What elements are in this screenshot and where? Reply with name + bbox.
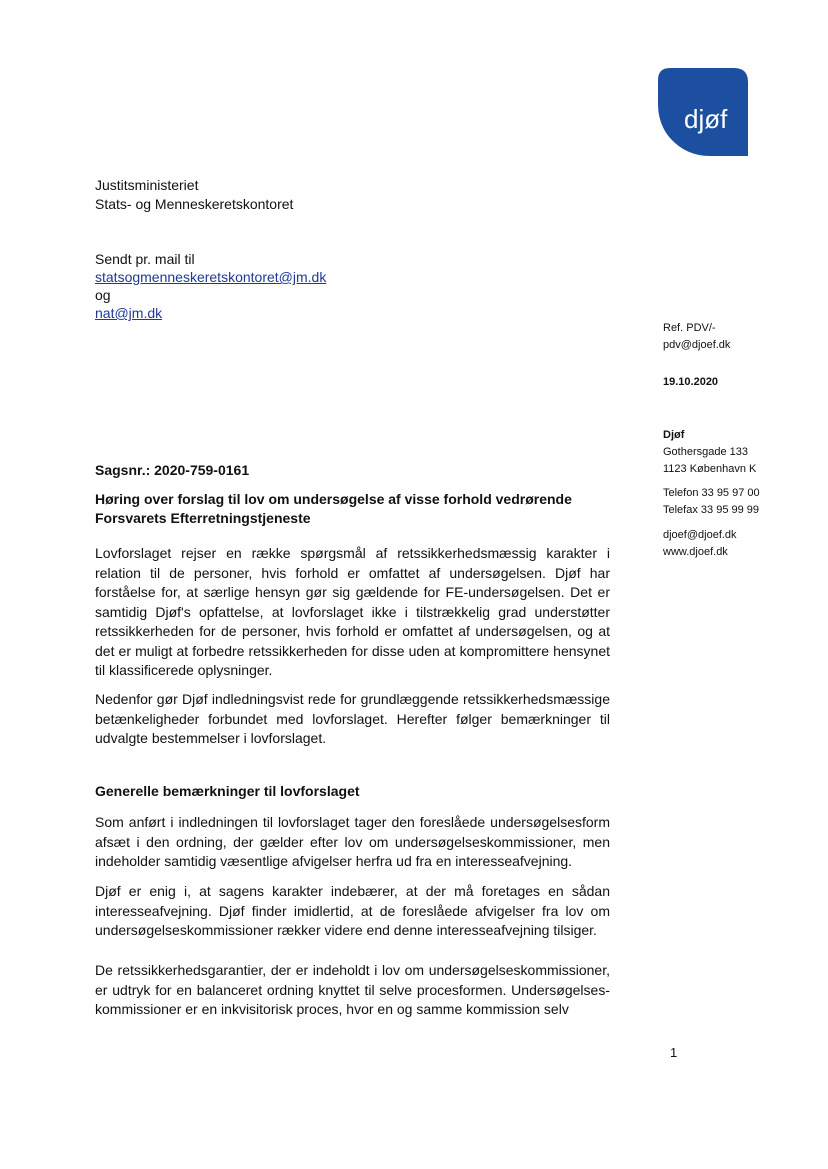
djoef-logo xyxy=(658,68,748,156)
recipient-line-2: Stats- og Menneskeretskontoret xyxy=(95,196,294,212)
recipient-address xyxy=(95,176,293,214)
sidebar-phone xyxy=(663,485,760,519)
org-name: Djøf xyxy=(663,429,685,441)
contact-email: djoef@djoef.dk xyxy=(663,529,737,541)
sent-label: Sendt pr. mail til xyxy=(95,251,195,267)
org-street: Gothersgade 133 xyxy=(663,446,749,458)
sidebar-reference xyxy=(663,320,730,354)
paragraph-guarantees: De retssikkerhedsgarantier, der er indeholdt i lov om undersøgelseskommissioner, er udtryk for en balanceret ordning knyttet til selve procesformen. Undersøgelses-kommissioner er en inkvisitorisk proces, hvor en og samme kommission selv xyxy=(95,962,610,1017)
paragraph-overview: Nedenfor gør Djøf indledningsvist rede for grundlæggende retssikkerhedsmæssige betænkeligheder forbundet med lovforslaget. Herefter følger bemærkninger til udvalgte bestemmelser i lovforslaget. xyxy=(95,691,610,746)
sent-by-mail-block xyxy=(95,250,326,322)
fax-text: Telefax 33 95 99 99 xyxy=(663,504,760,516)
org-city: 1123 København K xyxy=(663,463,757,475)
sidebar-address xyxy=(663,427,756,478)
sidebar-contact xyxy=(663,527,737,561)
and-text: og xyxy=(95,287,111,303)
phone-text: Telefon 33 95 97 00 xyxy=(663,487,760,499)
paragraph-intro: Lovforslaget rejser en række spørgsmål af retssikkerhedsmæssig karakter i relation til de personer, hvis forhold er omfattet af undersøgelsen. Djøf har forståelse for, at særlige hensyn gør sig gældende for FE-undersøgelsen. Det er samtidig Djøf's opfattelse, at lovforslaget ikke i tilstrækkelig grad understøtter retssikkerheden for de personer, hvis forhold er omfattet af undersøgelsen, og at det er muligt at forbedre retssikkerheden for disse uden at kompromittere hensynet til klassificerede oplysninger. xyxy=(95,545,610,678)
logo-text: djøf xyxy=(684,104,728,134)
email-link-statsogmenneskeretskontoret[interactable]: statsogmenneskeretskontoret@jm.dk xyxy=(95,269,327,285)
page-number: 1 xyxy=(670,1045,678,1060)
recipient-line-1: Justitsministeriet xyxy=(95,177,199,193)
date-text: 19.10.2020 xyxy=(663,376,719,388)
email-link-nat[interactable]: nat@jm.dk xyxy=(95,305,163,321)
djoef-logo-mark xyxy=(658,68,748,156)
paragraph-agreement: Djøf er enig i, at sagens karakter indebærer, at der må foretages en sådan interesseafvejning. Djøf finder imidlertid, at de foreslåede afvigelser fra lov om undersøgelseskommissioner rækker videre end denne interesseafvejning tilsiger. xyxy=(95,883,610,938)
ref-text: Ref. PDV/- xyxy=(663,322,716,334)
section-heading: Generelle bemærkninger til lovforslaget xyxy=(95,783,360,799)
paragraph-background: Som anført i indledningen til lovforslaget tager den foreslåede undersøgelsesform afsæt i den ordning, der gælder efter lov om undersøgelseskommissioner, men indeholder samtidig væsentlige afvigelser herfra ud fra en interesseafvejning. xyxy=(95,814,610,869)
case-number: Sagsnr.: 2020-759-0161 xyxy=(95,462,250,478)
sidebar-date xyxy=(663,374,718,391)
contact-web: www.djoef.dk xyxy=(663,546,728,558)
subject-title: Høring over forslag til lov om undersøgelse af visse forhold vedrørende Forsvarets Efterretningstjeneste xyxy=(95,491,572,526)
ref-email: pdv@djoef.dk xyxy=(663,339,731,351)
